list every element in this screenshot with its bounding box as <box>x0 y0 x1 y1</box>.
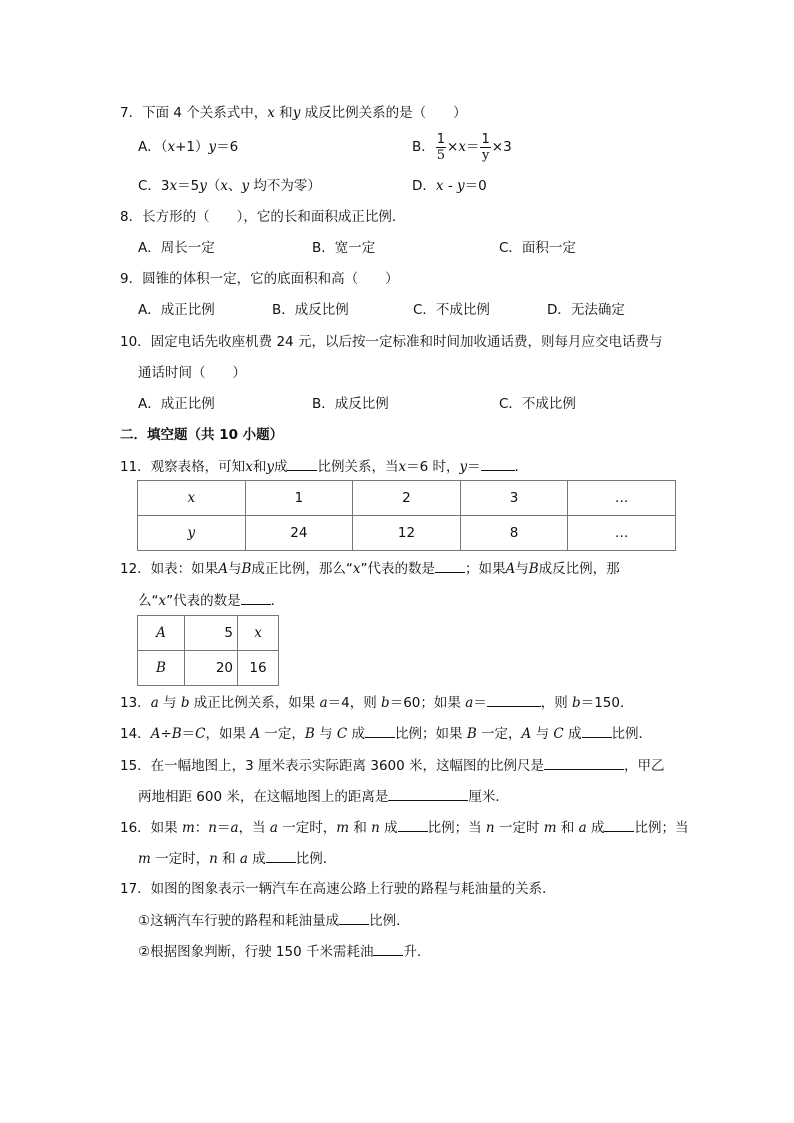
var-a: A <box>505 561 516 577</box>
answer-blank[interactable] <box>365 723 395 738</box>
var-b: B <box>171 726 182 742</box>
table-cell: 1 <box>245 481 353 516</box>
section-title-fill-in: 二．填空题（共 10 小题） <box>120 427 284 443</box>
question-8-option-b: B．宽一定 <box>312 240 376 256</box>
var-a: a <box>239 851 248 867</box>
text: 和 <box>252 459 267 475</box>
var-x: x <box>435 178 444 194</box>
text: ． <box>514 459 529 475</box>
text: 和 <box>556 820 579 836</box>
text: ②根据图象判断，行驶 150 千米需耗油 <box>138 944 374 960</box>
text: 比例关系，当 <box>317 459 399 475</box>
question-10-option-c: C．不成比例 <box>499 396 576 412</box>
text: 厘米． <box>468 789 509 805</box>
table-row <box>138 616 279 651</box>
text: 与 <box>314 726 337 742</box>
answer-blank[interactable] <box>398 817 428 832</box>
text: 成 <box>347 726 366 742</box>
answer-blank[interactable] <box>287 456 317 471</box>
var-a: A <box>218 561 228 577</box>
text: ，当 <box>238 820 270 836</box>
text: ＝ <box>217 820 231 836</box>
denominator: y <box>481 147 490 163</box>
text: 成 <box>586 820 605 836</box>
question-10-stem-line1: 10．固定电话先收座机费 24 元，以后按一定标准和时间加收通话费，则每月应交电话费与 <box>120 334 663 350</box>
text: A．（ <box>138 139 168 155</box>
question-14 <box>120 723 652 744</box>
text: 比例． <box>369 913 410 929</box>
text: ”代表的数是 <box>360 561 435 577</box>
var-x: x <box>267 105 275 121</box>
text: 16．如果 <box>120 820 182 836</box>
text: ＝6 <box>216 139 239 155</box>
answer-blank[interactable] <box>373 941 403 956</box>
text: 比例． <box>611 726 653 742</box>
var-a: a <box>319 695 328 711</box>
text: ＝ <box>465 139 480 155</box>
var-x: x <box>167 139 176 155</box>
table-row <box>138 516 676 551</box>
question-11-table <box>137 480 676 551</box>
question-8-option-a: A．周长一定 <box>138 240 215 256</box>
question-9-option-b: B．成反比例 <box>272 302 349 318</box>
var-x: x <box>352 561 361 577</box>
question-7-option-c <box>138 176 321 196</box>
text: （ <box>206 178 221 194</box>
text: × <box>447 139 459 155</box>
table-cell: 5 <box>185 616 238 651</box>
text: ： <box>194 820 209 836</box>
text: ”代表的数是 <box>166 593 241 609</box>
text: C．3 <box>138 178 170 194</box>
text: 与 <box>515 561 529 577</box>
var-y: y <box>459 459 468 475</box>
text: 成反比例关系的是（ ） <box>300 105 467 121</box>
text: ①这辆汽车行驶的路程和耗油量成 <box>138 913 340 929</box>
text: 么“ <box>138 593 159 609</box>
question-17-sub-2 <box>138 941 430 962</box>
question-9-option-a: A．成正比例 <box>138 302 215 318</box>
var-a: a <box>150 695 159 711</box>
text: 与 <box>227 561 242 577</box>
text: 成正比例关系，如果 <box>189 695 320 711</box>
text: 成 <box>563 726 582 742</box>
text: ；如果 <box>464 561 506 577</box>
var-b: b <box>572 695 581 711</box>
var-y: y <box>241 178 250 194</box>
denominator: 5 <box>436 147 446 163</box>
text: 和 <box>217 851 240 867</box>
table-cell: B <box>138 651 185 686</box>
question-7-stem <box>120 103 467 123</box>
text: 11．观察表格，可知 <box>120 459 246 475</box>
text: 比例；如果 <box>395 726 467 742</box>
question-7-option-a <box>138 137 238 157</box>
var-x: x <box>398 459 407 475</box>
table-cell: 16 <box>238 651 279 686</box>
text: 成反比例，那 <box>538 561 620 577</box>
answer-blank[interactable] <box>388 786 468 801</box>
answer-blank[interactable] <box>544 755 624 770</box>
var-m: m <box>543 820 557 836</box>
var-m: m <box>336 820 350 836</box>
text: 成 <box>273 459 288 475</box>
var-b: B <box>304 726 315 742</box>
var-b: B <box>528 561 539 577</box>
var-a: a <box>578 820 587 836</box>
answer-blank[interactable] <box>241 590 271 605</box>
text: 比例． <box>295 851 337 867</box>
text: 比例；当 <box>427 820 486 836</box>
text: ，甲乙 <box>624 758 665 774</box>
var-a: A <box>250 726 261 742</box>
text: 一定时， <box>150 851 210 867</box>
question-12-line1 <box>120 558 620 579</box>
table-row <box>138 651 279 686</box>
question-13 <box>120 692 633 713</box>
question-10-option-b: B．成反比例 <box>312 396 389 412</box>
fraction-one-over-y <box>480 132 490 163</box>
text: ÷ <box>160 726 172 742</box>
question-8-option-c: C．面积一定 <box>499 240 576 256</box>
text: 与 <box>531 726 554 742</box>
text: ＝ <box>181 726 196 742</box>
table-cell: 12 <box>353 516 461 551</box>
var-c: C <box>553 726 564 742</box>
question-10-stem-line2: 通话时间（ ） <box>138 365 246 381</box>
text: 升． <box>403 944 431 960</box>
question-15-line2 <box>138 786 509 807</box>
table-cell: … <box>568 481 676 516</box>
var-b: B <box>466 726 477 742</box>
table-cell: 8 <box>460 516 568 551</box>
question-11-stem <box>120 456 528 477</box>
var-c: C <box>195 726 206 742</box>
answer-blank[interactable] <box>481 456 515 471</box>
text: 一定时， <box>277 820 337 836</box>
table-cell: y <box>138 516 246 551</box>
var-y: y <box>292 105 301 121</box>
answer-blank[interactable] <box>435 558 465 573</box>
numerator: 1 <box>436 131 446 147</box>
text: 成正比例，那么“ <box>251 561 353 577</box>
var-c: C <box>336 726 348 742</box>
text: ＝5 <box>177 178 200 194</box>
var-a: A <box>521 726 532 742</box>
var-a: a <box>269 820 278 836</box>
question-9-option-c: C．不成比例 <box>413 302 490 318</box>
var-n: n <box>208 820 217 836</box>
text: 均不为零） <box>249 178 321 194</box>
var-y: y <box>199 178 207 194</box>
answer-blank[interactable] <box>604 817 634 832</box>
table-cell: 3 <box>460 481 568 516</box>
table-cell: 2 <box>353 481 461 516</box>
var-n: n <box>371 820 380 836</box>
table-cell: x <box>138 481 246 516</box>
var-x: x <box>220 178 228 194</box>
table-cell: x <box>238 616 279 651</box>
text: D． <box>412 178 436 194</box>
answer-blank[interactable] <box>487 692 541 707</box>
question-10-option-a: A．成正比例 <box>138 396 215 412</box>
var-x: x <box>169 178 178 194</box>
table-cell: A <box>138 616 185 651</box>
var-n: n <box>209 851 218 867</box>
text: 成 <box>379 820 398 836</box>
question-12-table <box>137 615 279 686</box>
question-16-line2 <box>138 848 336 869</box>
text: ＝60；如果 <box>389 695 466 711</box>
text: 14． <box>120 726 151 742</box>
question-12-line2 <box>138 590 284 611</box>
text: 、 <box>228 178 242 194</box>
fraction-one-fifth <box>436 132 446 163</box>
text: 两地相距 600 米，在这幅地图上的距离是 <box>138 789 389 805</box>
var-n: n <box>485 820 495 836</box>
answer-blank[interactable] <box>582 723 612 738</box>
text: - <box>443 178 457 194</box>
text: ． <box>270 593 285 609</box>
text: 和 <box>349 820 372 836</box>
text: 12．如表：如果 <box>120 561 219 577</box>
question-16-line1 <box>120 817 688 838</box>
question-15-line1 <box>120 755 665 776</box>
var-y: y <box>266 459 274 475</box>
text: ＝150． <box>580 695 634 711</box>
text: 7．下面 4 个关系式中， <box>120 105 268 121</box>
question-7-option-d <box>412 176 487 196</box>
question-8-stem: 8．长方形的（ ），它的长和面积成正比例． <box>120 209 406 225</box>
table-cell: … <box>568 516 676 551</box>
text: 一定， <box>476 726 522 742</box>
var-b: b <box>180 695 190 711</box>
var-y: y <box>457 178 465 194</box>
table-cell: 20 <box>185 651 238 686</box>
question-17-sub-1 <box>138 910 410 931</box>
text: ＝4，则 <box>327 695 382 711</box>
text: ＝ <box>467 459 481 475</box>
question-7-option-b <box>412 130 512 164</box>
numerator: 1 <box>481 131 490 147</box>
var-a: a <box>465 695 474 711</box>
text: ，如果 <box>205 726 251 742</box>
text: 一定时 <box>494 820 544 836</box>
text: 13． <box>120 695 151 711</box>
text: ，则 <box>540 695 573 711</box>
var-m: m <box>181 820 195 836</box>
text: ×3 <box>491 139 512 155</box>
text: 15．在一幅地图上，3 厘米表示实际距离 3600 米，这幅图的比例尺是 <box>120 758 544 774</box>
text: ＝6 时， <box>406 459 460 475</box>
question-17-stem: 17．如图的图象表示一辆汽车在高速公路上行驶的路程与耗油量的关系． <box>120 881 556 897</box>
var-y: y <box>208 139 217 155</box>
var-m: m <box>138 851 151 867</box>
text: B． <box>412 139 435 155</box>
text: +1） <box>175 139 209 155</box>
var-a: A <box>150 726 161 742</box>
var-x: x <box>245 459 253 475</box>
var-b: b <box>381 695 390 711</box>
text: ＝ <box>473 695 487 711</box>
text: ＝0 <box>464 178 487 194</box>
text: 和 <box>274 105 293 121</box>
text: 比例；当 <box>634 820 689 836</box>
answer-blank[interactable] <box>266 848 296 863</box>
text: 与 <box>158 695 181 711</box>
var-a: a <box>230 820 239 836</box>
var-x: x <box>158 593 167 609</box>
var-b: B <box>241 561 252 577</box>
question-9-option-d: D．无法确定 <box>547 302 625 318</box>
table-cell: 24 <box>245 516 353 551</box>
answer-blank[interactable] <box>339 910 369 925</box>
question-9-stem: 9．圆锥的体积一定，它的底面积和高（ ） <box>120 271 399 287</box>
text: 一定， <box>260 726 305 742</box>
table-row <box>138 481 676 516</box>
text: 成 <box>247 851 266 867</box>
var-x: x <box>458 139 466 155</box>
